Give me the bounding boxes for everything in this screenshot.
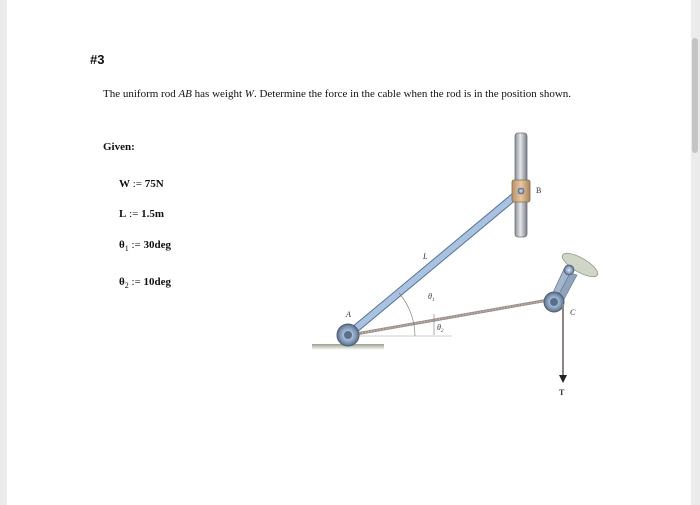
statement-text: has weight	[191, 88, 245, 100]
rod-name: AB	[178, 88, 192, 100]
given-weight: W := 75N	[119, 178, 164, 190]
label-L: L	[423, 252, 428, 261]
weight-symbol: W	[244, 88, 254, 100]
label-B: B	[536, 186, 542, 195]
pin-A-center	[344, 331, 352, 339]
label-T: T	[559, 388, 565, 397]
label-theta1: $\theta_1$	[428, 292, 435, 303]
angle-arc-theta1	[399, 293, 415, 336]
given-label: Given:	[103, 141, 135, 153]
statement-text: . Determine the force in the cable when the rod is in the position shown.	[253, 88, 572, 100]
rod-cable-diagram	[300, 125, 610, 410]
scrollbar[interactable]	[692, 38, 698, 153]
label-C: C	[570, 308, 576, 317]
given-length: L := 1.5m	[119, 208, 165, 220]
label-A: A	[346, 310, 351, 319]
pulley-bracket-C	[544, 249, 601, 312]
problem-statement	[103, 88, 583, 101]
given-theta2: $\theta_2$ := 10deg	[119, 276, 172, 291]
pin-B	[518, 188, 524, 194]
force-arrow-T	[559, 375, 567, 383]
label-theta2: $\theta_2$	[437, 323, 444, 334]
problem-number: #3	[90, 52, 105, 67]
statement-text: The uniform rod	[103, 88, 179, 100]
given-theta1: $\theta_1$ := 30deg	[119, 239, 172, 254]
rod-AB	[348, 191, 521, 335]
